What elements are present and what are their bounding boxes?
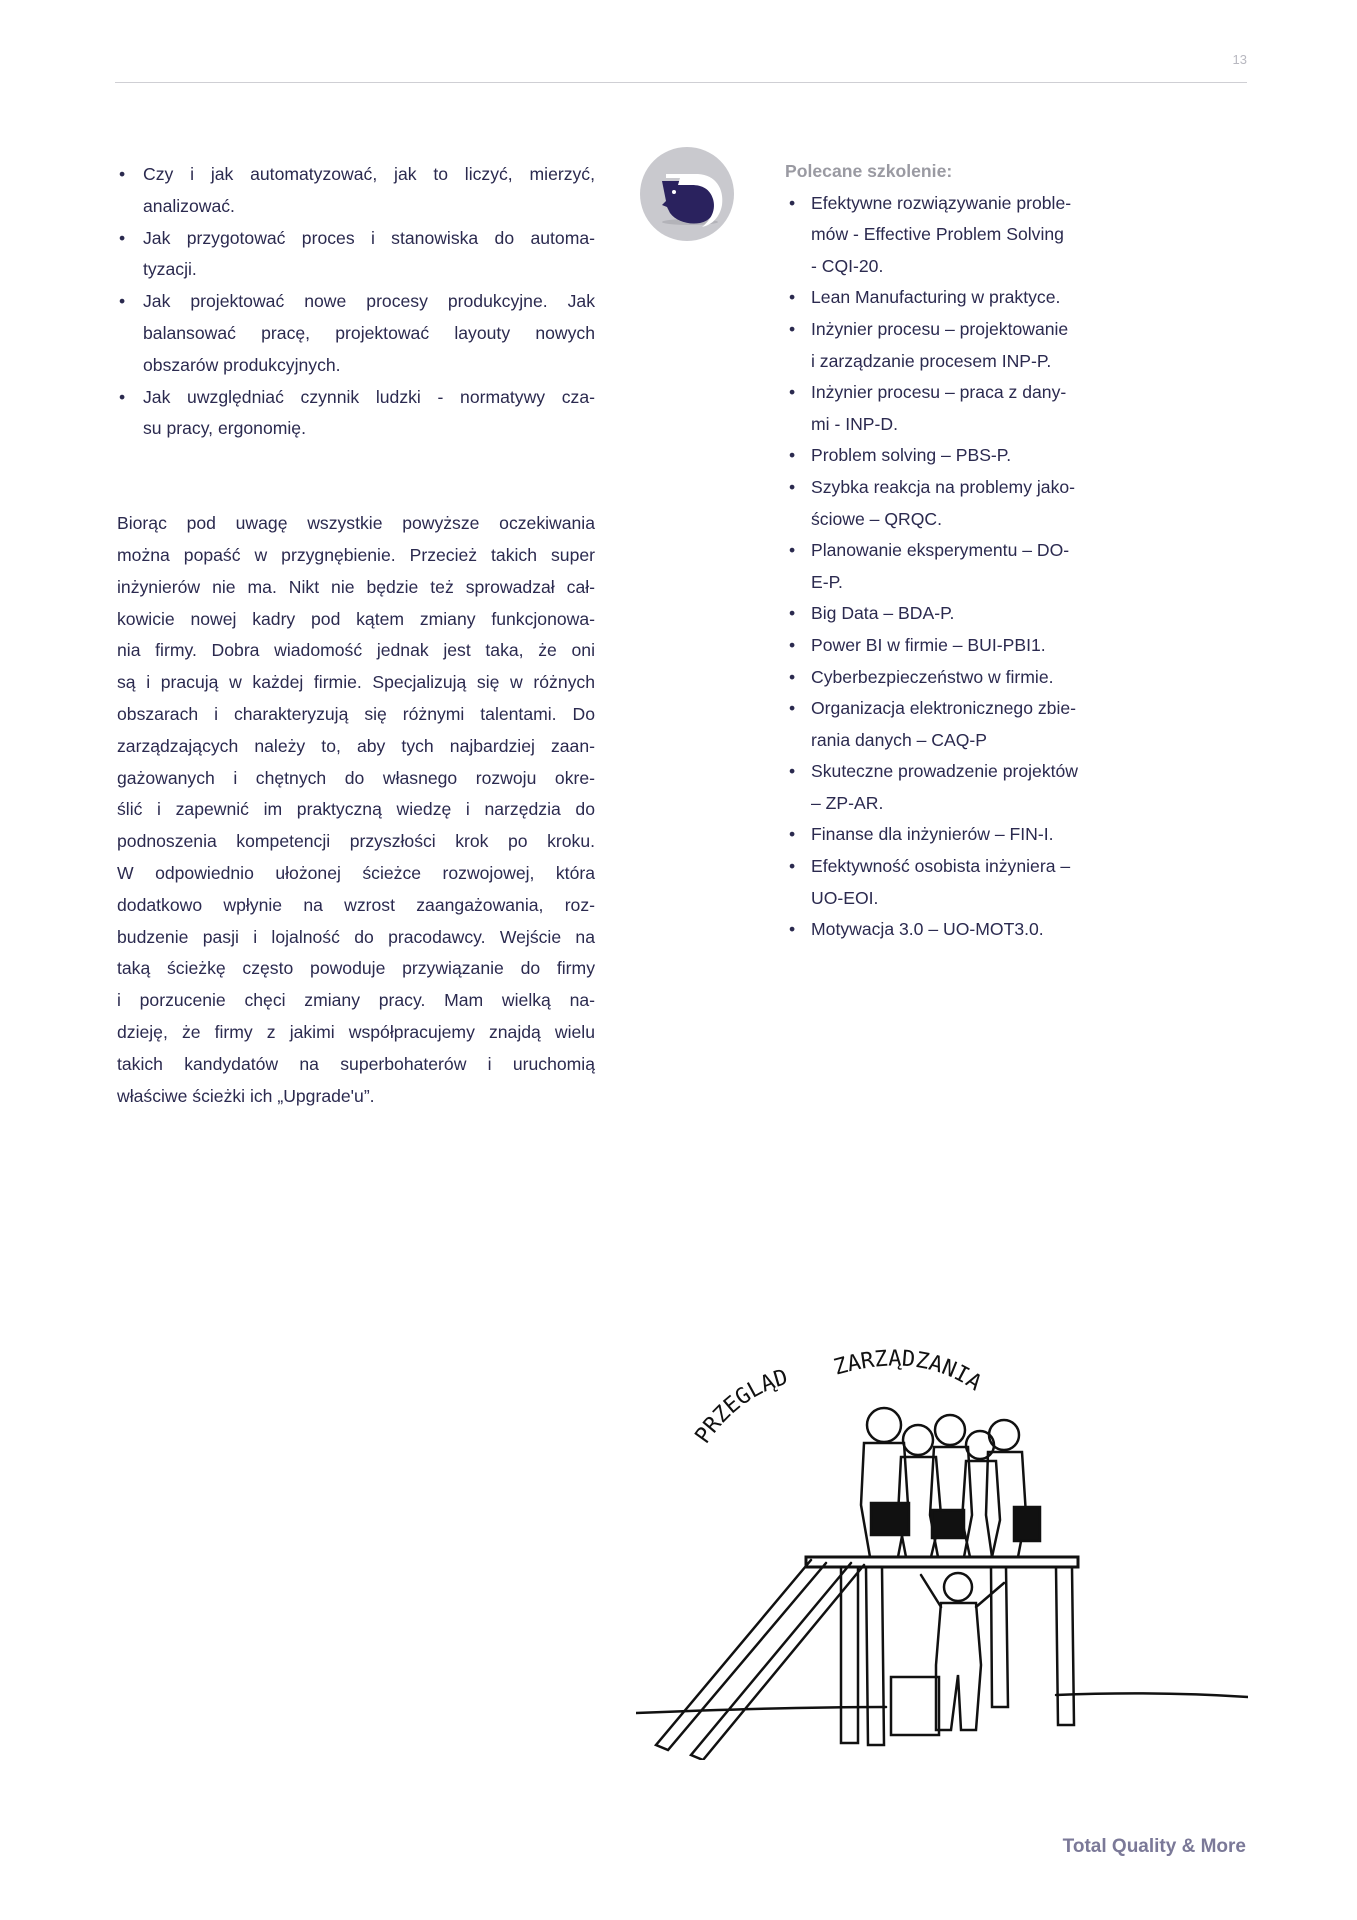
- bullet-icon: •: [789, 318, 796, 339]
- list-item: [785, 472, 1125, 535]
- list-item-line: analizować.: [143, 195, 235, 216]
- bullet-icon: •: [789, 634, 796, 655]
- bullet-icon: •: [789, 698, 796, 719]
- header-divider: [115, 82, 1247, 83]
- requirements-list: [117, 159, 595, 445]
- paragraph-line: są i pracują w każdej firmie. Specjalizują się w różnych: [117, 672, 595, 693]
- list-item-line: – ZP-AR.: [811, 792, 884, 813]
- list-item-line: Finanse dla inżynierów – FIN-I.: [811, 824, 1054, 845]
- bullet-icon: •: [789, 445, 796, 466]
- list-item: [117, 286, 595, 381]
- bullet-icon: •: [789, 540, 796, 561]
- body-paragraph: [117, 508, 595, 1112]
- list-item-line: Jak uwzględniać czynnik ludzki - normatywy cza-: [143, 386, 595, 407]
- paragraph-line: gażowanych i chętnych do własnego rozwoju okre-: [117, 767, 595, 788]
- paragraph-line: zarządzających należy to, aby tych najbardziej zaan-: [117, 735, 595, 756]
- bullet-icon: •: [789, 287, 796, 308]
- list-item: [117, 223, 595, 287]
- list-item-line: Szybka reakcja na problemy jako-: [811, 476, 1076, 497]
- worker: [891, 1573, 1004, 1735]
- bullet-icon: •: [789, 666, 796, 687]
- bullet-icon: •: [789, 476, 796, 497]
- paragraph-line: podnoszenia kompetencji przyszłości krok po kroku.: [117, 831, 595, 852]
- list-item-line: mów - Effective Problem Solving: [811, 224, 1064, 245]
- right-column: [785, 156, 1125, 946]
- paragraph-line: ślić i zapewnić im praktyczną wiedzę i narzędzia do: [117, 799, 595, 820]
- list-item: [785, 756, 1125, 819]
- paragraph-line: takich kandydatów na superbohaterów i uruchomią: [117, 1053, 595, 1074]
- list-item-line: Cyberbezpieczeństwo w firmie.: [811, 666, 1054, 687]
- list-item-line: tyzacji.: [143, 259, 197, 280]
- list-item: [785, 188, 1125, 283]
- page-number: 13: [1232, 52, 1247, 67]
- caption-right: ZARZĄDZANIA: [831, 1346, 986, 1397]
- list-item-line: Planowanie eksperymentu – DO-: [811, 540, 1070, 561]
- list-item-line: Efektywne rozwiązywanie proble-: [811, 192, 1072, 213]
- left-column: [117, 159, 595, 1112]
- list-item-line: Czy i jak automatyzować, jak to liczyć, mierzyć,: [143, 164, 595, 184]
- paragraph-line: kowicie nowej kadry pod kątem zmiany funkcjonowa-: [117, 608, 595, 629]
- bullet-icon: •: [119, 227, 126, 248]
- list-item: [785, 314, 1125, 377]
- list-item-line: Power BI w firmie – BUI-PBI1.: [811, 634, 1046, 655]
- list-item-line: mi - INP-D.: [811, 413, 898, 434]
- paragraph-line: inżynierów nie ma. Nikt nie będzie też sprowadzał cał-: [117, 576, 595, 597]
- paragraph-line: można popaść w przygnębienie. Przecież takich super: [117, 544, 595, 565]
- executives: [861, 1408, 1040, 1557]
- bullet-icon: •: [789, 192, 796, 213]
- list-item: [785, 851, 1125, 914]
- list-item: [785, 819, 1125, 851]
- list-item: [785, 662, 1125, 694]
- list-item: [785, 693, 1125, 756]
- paragraph-line: obszarach i charakteryzują się różnymi talentami. Do: [117, 703, 595, 724]
- list-item-line: balansować pracę, projektować layouty nowych: [143, 322, 595, 343]
- list-item-line: Motywacja 3.0 – UO-MOT3.0.: [811, 919, 1044, 940]
- list-item-line: rania danych – CAQ-P: [811, 729, 988, 750]
- recommended-training-list: [785, 188, 1125, 946]
- list-item-line: Efektywność osobista inżyniera –: [811, 856, 1071, 877]
- paragraph-line: W odpowiednio ułożonej ścieżce rozwojowej, która: [117, 862, 595, 883]
- list-item: [785, 535, 1125, 598]
- list-item-line: Inżynier procesu – projektowanie: [811, 318, 1069, 339]
- paragraph-line: właściwe ścieżki ich „Upgrade'u”.: [117, 1085, 375, 1106]
- list-item-line: Lean Manufacturing w praktyce.: [811, 287, 1061, 308]
- list-item-line: Organizacja elektronicznego zbie-: [811, 698, 1077, 719]
- list-item-line: E-P.: [811, 571, 843, 592]
- bullet-icon: •: [119, 164, 126, 184]
- list-item: [785, 377, 1125, 440]
- paragraph-line: budzenie pasji i lojalność do pracodawcy. Wejście na: [117, 926, 595, 947]
- list-item: [785, 598, 1125, 630]
- list-item-line: Inżynier procesu – praca z dany-: [811, 382, 1067, 403]
- list-item: [785, 282, 1125, 314]
- bullet-icon: •: [789, 919, 796, 940]
- bullet-icon: •: [789, 761, 796, 782]
- bullet-icon: •: [119, 386, 126, 407]
- footer-brand: Total Quality & More: [1062, 1836, 1246, 1857]
- paragraph-line: nia firmy. Dobra wiadomość jednak jest taka, że oni: [117, 640, 595, 661]
- paragraph-line: dodatkowo wpłynie na wzrost zaangażowania, roz-: [117, 894, 595, 915]
- bullet-icon: •: [119, 291, 126, 312]
- caption-left: PRZEGLĄD: [690, 1365, 791, 1449]
- list-item-line: Problem solving – PBS-P.: [811, 445, 1012, 466]
- paragraph-line: Biorąc pod uwagę wszystkie powyższe oczekiwania: [117, 513, 595, 534]
- list-item-line: UO-EOI.: [811, 887, 879, 908]
- list-item-line: i zarządzanie procesem INP-P.: [811, 350, 1052, 371]
- bullet-icon: •: [789, 603, 796, 624]
- paragraph-line: dzieję, że firmy z jakimi współpracujemy znajdą wielu: [117, 1021, 595, 1042]
- list-item-line: obszarów produkcyjnych.: [143, 354, 341, 375]
- list-item: [117, 382, 595, 446]
- bullet-icon: •: [789, 382, 796, 403]
- list-item: [785, 914, 1125, 946]
- management-review-cartoon: [636, 1335, 1248, 1760]
- list-item: [117, 159, 595, 223]
- list-item-line: - CQI-20.: [811, 255, 884, 276]
- paragraph-line: taką ścieżkę często powoduje przywiązanie do firmy: [117, 958, 595, 979]
- bullet-icon: •: [789, 824, 796, 845]
- list-item-line: Jak przygotować proces i stanowiska do automa-: [143, 227, 595, 248]
- list-item-line: su pracy, ergonomię.: [143, 418, 306, 439]
- list-item: [785, 630, 1125, 662]
- head-profile-logo-icon: [640, 147, 734, 241]
- list-item-line: Skuteczne prowadzenie projektów: [811, 761, 1078, 782]
- paragraph-line: i porzucenie chęci zmiany pracy. Mam wielką na-: [117, 990, 595, 1011]
- list-item-line: Jak projektować nowe procesy produkcyjne. Jak: [143, 291, 595, 312]
- recommended-training-heading: Polecane szkolenie:: [785, 161, 953, 181]
- list-item-line: Big Data – BDA-P.: [811, 603, 955, 624]
- list-item: [785, 440, 1125, 472]
- bullet-icon: •: [789, 856, 796, 877]
- list-item-line: ściowe – QRQC.: [811, 508, 943, 529]
